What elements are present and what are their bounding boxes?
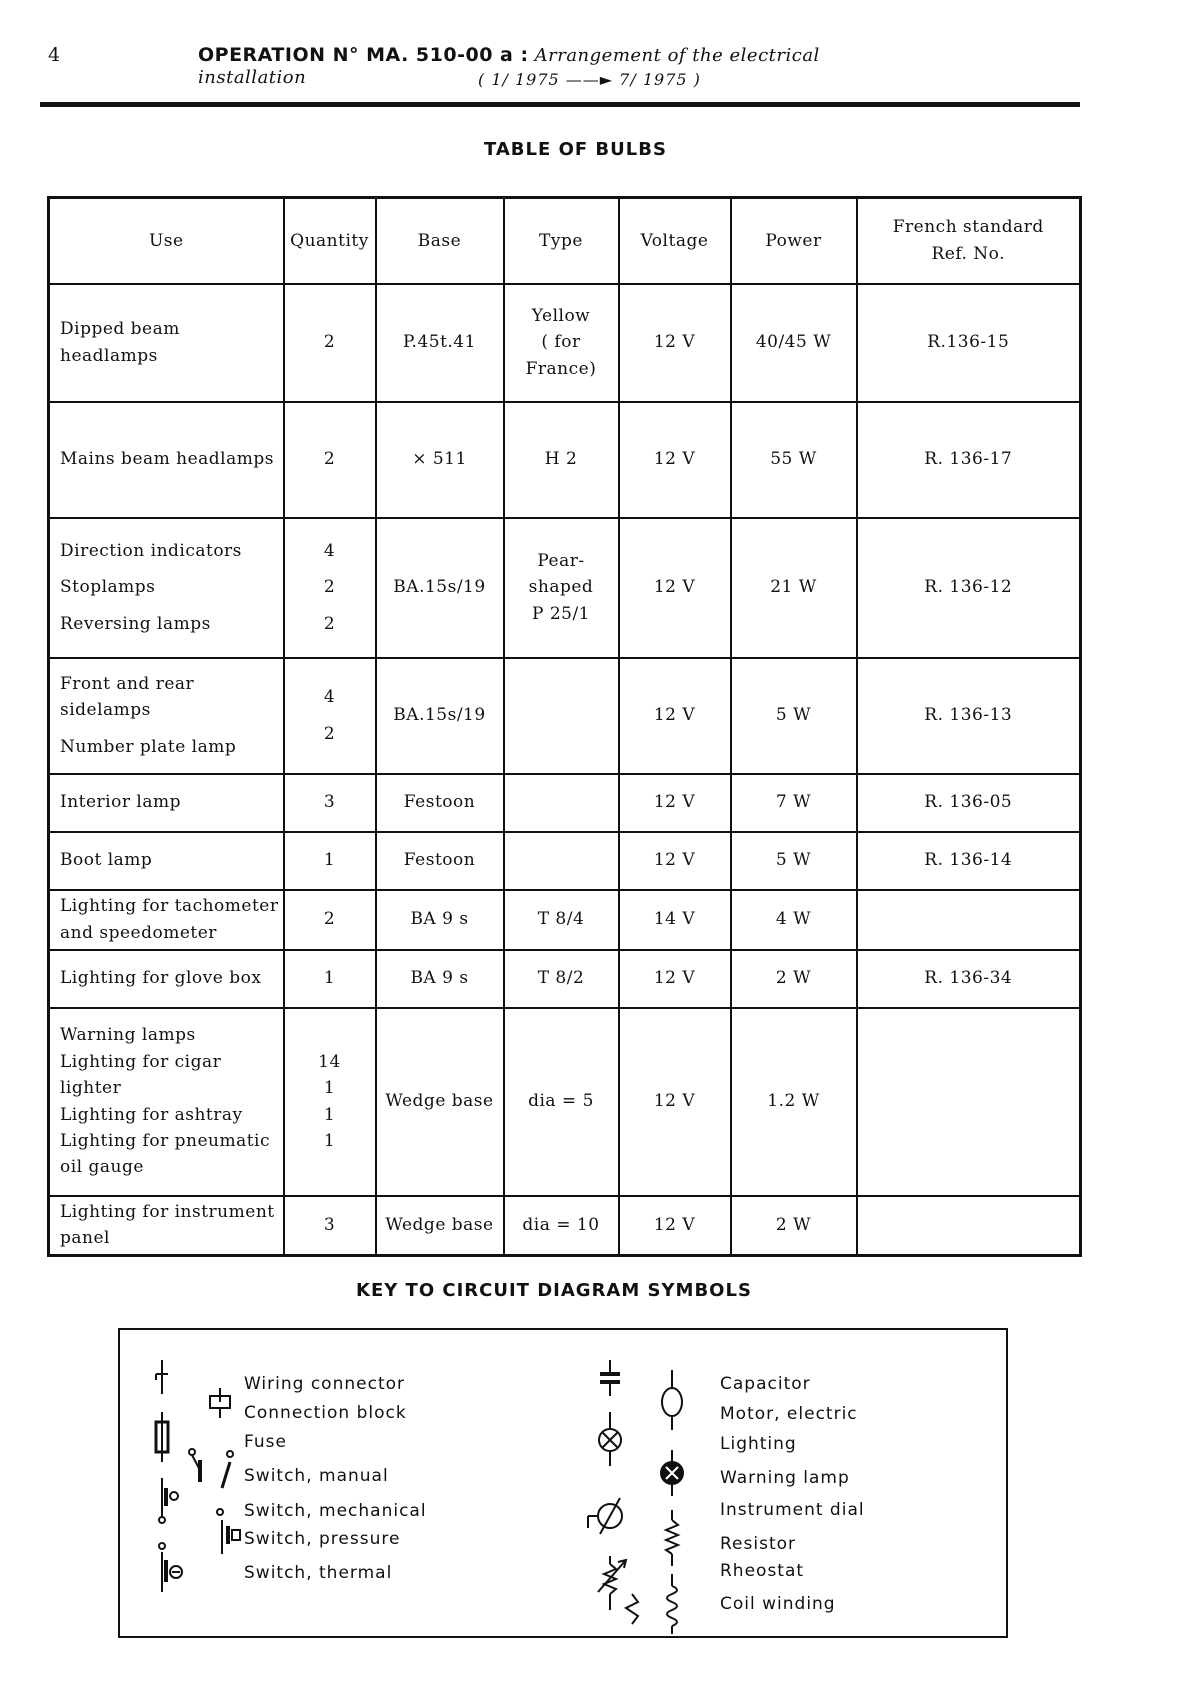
key-label-switch-pressure: Switch, pressure [244,1529,401,1549]
cell-quantity [284,950,376,1008]
table-header-row [49,198,1081,284]
table-row [49,658,1081,774]
cell-voltage: 12 V [619,950,731,1008]
cell-base: BA 9 s [376,950,504,1008]
key-label-switch-thermal: Switch, thermal [244,1563,393,1583]
motor-icon [662,1370,682,1430]
use-line: Front and rear sidelamps [60,673,195,721]
use-line: Direction indicators [60,540,242,561]
key-label-fuse: Fuse [244,1432,287,1452]
cell-voltage: 12 V [619,1196,731,1256]
cell-power: 2 W [731,950,857,1008]
use-line: Lighting for tachometer [60,896,279,917]
cell-ref [857,1008,1081,1196]
use-line: Mains beam headlamps [60,449,274,470]
table-row [49,284,1081,402]
capacitor-icon [600,1360,620,1396]
cell-use [49,658,284,774]
key-label-wiring-connector: Wiring connector [244,1374,405,1394]
use-line: Dipped beam headlamps [60,319,180,366]
cell-ref: R. 136-34 [857,950,1081,1008]
table-row [49,1008,1081,1196]
cell-type [504,284,619,402]
key-label-motor: Motor, electric [720,1404,858,1424]
cell-type [504,658,619,774]
use-line: panel [60,1228,110,1249]
cell-base: Wedge base [376,1008,504,1196]
cell-base: BA.15s/19 [376,518,504,658]
type-line: T 8/4 [537,909,585,930]
cell-type [504,402,619,518]
quantity-line: 2 [323,449,336,470]
use-line: oil gauge [60,1157,144,1178]
cell-voltage: 12 V [619,1008,731,1196]
key-label-connection-block: Connection block [244,1403,407,1423]
type-line: P 25/1 [531,603,591,624]
quantity-line: 1 [323,850,336,871]
cell-ref: R. 136-14 [857,832,1081,890]
cell-type [504,518,619,658]
cell-voltage: 12 V [619,518,731,658]
col-header-quantity: Quantity [284,198,376,284]
quantity-line: 2 [323,613,336,634]
cell-use [49,402,284,518]
cell-use [49,284,284,402]
quantity-line: 4 [323,540,336,561]
wiring-connector-icon [156,1360,168,1394]
col-header-voltage: Voltage [619,198,731,284]
cell-base: Festoon [376,832,504,890]
cell-quantity [284,774,376,832]
col-header-power: Power [731,198,857,284]
cell-base: Wedge base [376,1196,504,1256]
cell-use [49,1196,284,1256]
cell-ref: R. 136-13 [857,658,1081,774]
use-line: Number plate lamp [60,736,237,757]
lighting-icon [599,1412,621,1466]
cell-power: 5 W [731,658,857,774]
type-line: dia = 5 [528,1091,594,1112]
quantity-line: 1 [323,1078,336,1099]
cell-use [49,518,284,658]
key-label-rheostat: Rheostat [720,1561,805,1581]
col-header-type: Type [504,198,619,284]
switch-pressure-icon [217,1509,240,1554]
quantity-line: 1 [323,1130,336,1151]
use-line: Stoplamps [60,577,156,598]
cell-voltage: 14 V [619,890,731,950]
use-line: Reversing lamps [60,613,211,634]
quantity-line: 14 [318,1051,341,1072]
connection-block-icon [210,1388,230,1418]
header-rule [40,102,1080,107]
use-line: Lighting for glove box [60,968,262,989]
table-row [49,1196,1081,1256]
cell-power: 1.2 W [731,1008,857,1196]
cell-quantity [284,1008,376,1196]
key-label-warning-lamp: Warning lamp [720,1468,850,1488]
cell-power: 40/45 W [731,284,857,402]
cell-ref: R. 136-12 [857,518,1081,658]
type-line: dia = 10 [522,1215,600,1236]
col-header-ref-line2: Ref. No. [931,243,1006,264]
cell-base: Festoon [376,774,504,832]
key-title: KEY TO CIRCUIT DIAGRAM SYMBOLS [356,1280,752,1301]
type-line: Yellow [531,305,591,326]
key-label-capacitor: Capacitor [720,1374,811,1394]
cell-quantity [284,1196,376,1256]
quantity-line: 2 [323,909,336,930]
type-line: ( for France) [525,332,597,379]
quantity-line: 2 [323,723,336,744]
date-range: ( 1/ 1975 ——► 7/ 1975 ) [478,70,701,89]
table-row [49,518,1081,658]
key-label-switch-manual: Switch, manual [244,1466,389,1486]
fuse-icon [156,1412,168,1462]
cell-voltage: 12 V [619,284,731,402]
key-label-instrument-dial: Instrument dial [720,1500,865,1520]
warning-lamp-icon [661,1450,683,1496]
page-number: 4 [48,44,61,66]
instrument-dial-icon [588,1498,622,1534]
switch-thermal-icon [159,1543,182,1592]
cell-quantity [284,832,376,890]
key-box [118,1328,1008,1638]
operation-description: Arrangement of the electrical installation [198,45,820,88]
cell-type [504,950,619,1008]
cell-power: 55 W [731,402,857,518]
use-line: Lighting for cigar [60,1051,222,1072]
coil-squiggle-icon [626,1594,638,1624]
cell-type [504,832,619,890]
cell-voltage: 12 V [619,774,731,832]
bulb-table [47,196,1082,1257]
cell-voltage: 12 V [619,402,731,518]
table-row [49,774,1081,832]
cell-quantity [284,402,376,518]
table-row [49,950,1081,1008]
use-line: Interior lamp [60,792,181,813]
cell-ref [857,890,1081,950]
cell-base: P.45t.41 [376,284,504,402]
cell-power: 2 W [731,1196,857,1256]
quantity-line: 1 [323,1104,336,1125]
use-line: Warning lamps [60,1025,196,1046]
operation-number: OPERATION N° MA. 510-00 a : [198,44,529,66]
use-line: Lighting for instrument [60,1201,275,1222]
quantity-line: 1 [323,968,336,989]
rheostat-icon [598,1556,626,1610]
cell-voltage: 12 V [619,832,731,890]
key-label-switch-mechanical: Switch, mechanical [244,1501,427,1521]
cell-power: 7 W [731,774,857,832]
col-header-base: Base [376,198,504,284]
cell-use [49,1008,284,1196]
col-header-ref-line1: French standard [892,217,1044,238]
cell-base: × 511 [376,402,504,518]
quantity-line: 2 [323,577,336,598]
cell-quantity [284,284,376,402]
key-label-lighting: Lighting [720,1434,797,1454]
cell-type [504,890,619,950]
cell-power: 21 W [731,518,857,658]
quantity-line: 2 [323,332,336,353]
cell-quantity [284,658,376,774]
quantity-line: 3 [323,792,336,813]
coil-winding-icon [667,1574,677,1634]
use-line: Lighting for pneumatic [60,1130,271,1151]
resistor-icon [666,1510,678,1566]
cell-type [504,774,619,832]
cell-power: 5 W [731,832,857,890]
cell-type [504,1008,619,1196]
table-row [49,890,1081,950]
col-header-use: Use [49,198,284,284]
cell-power: 4 W [731,890,857,950]
key-label-resistor: Resistor [720,1534,796,1554]
type-line: T 8/2 [537,968,585,989]
cell-ref: R.136-15 [857,284,1081,402]
table-row [49,832,1081,890]
cell-use [49,890,284,950]
table-row [49,402,1081,518]
cell-voltage: 12 V [619,658,731,774]
use-line: and speedometer [60,922,217,943]
cell-use [49,832,284,890]
use-line: Boot lamp [60,850,153,871]
quantity-line: 3 [323,1215,336,1236]
type-line: Pear-shaped [528,550,594,598]
cell-ref [857,1196,1081,1256]
cell-ref: R. 136-17 [857,402,1081,518]
table-title: TABLE OF BULBS [484,139,667,160]
cell-quantity [284,518,376,658]
quantity-line: 4 [323,687,336,708]
type-line: H 2 [544,449,578,470]
cell-quantity [284,890,376,950]
cell-base: BA 9 s [376,890,504,950]
use-line: lighter [60,1078,122,1099]
cell-base: BA.15s/19 [376,658,504,774]
col-header-ref [857,198,1081,284]
switch-manual-icon [189,1449,233,1488]
cell-ref: R. 136-05 [857,774,1081,832]
cell-use [49,774,284,832]
bulb-table-body [49,284,1081,1256]
cell-type [504,1196,619,1256]
switch-mechanical-icon [159,1478,178,1523]
cell-use [49,950,284,1008]
use-line: Lighting for ashtray [60,1104,243,1125]
key-label-coil-winding: Coil winding [720,1594,836,1614]
